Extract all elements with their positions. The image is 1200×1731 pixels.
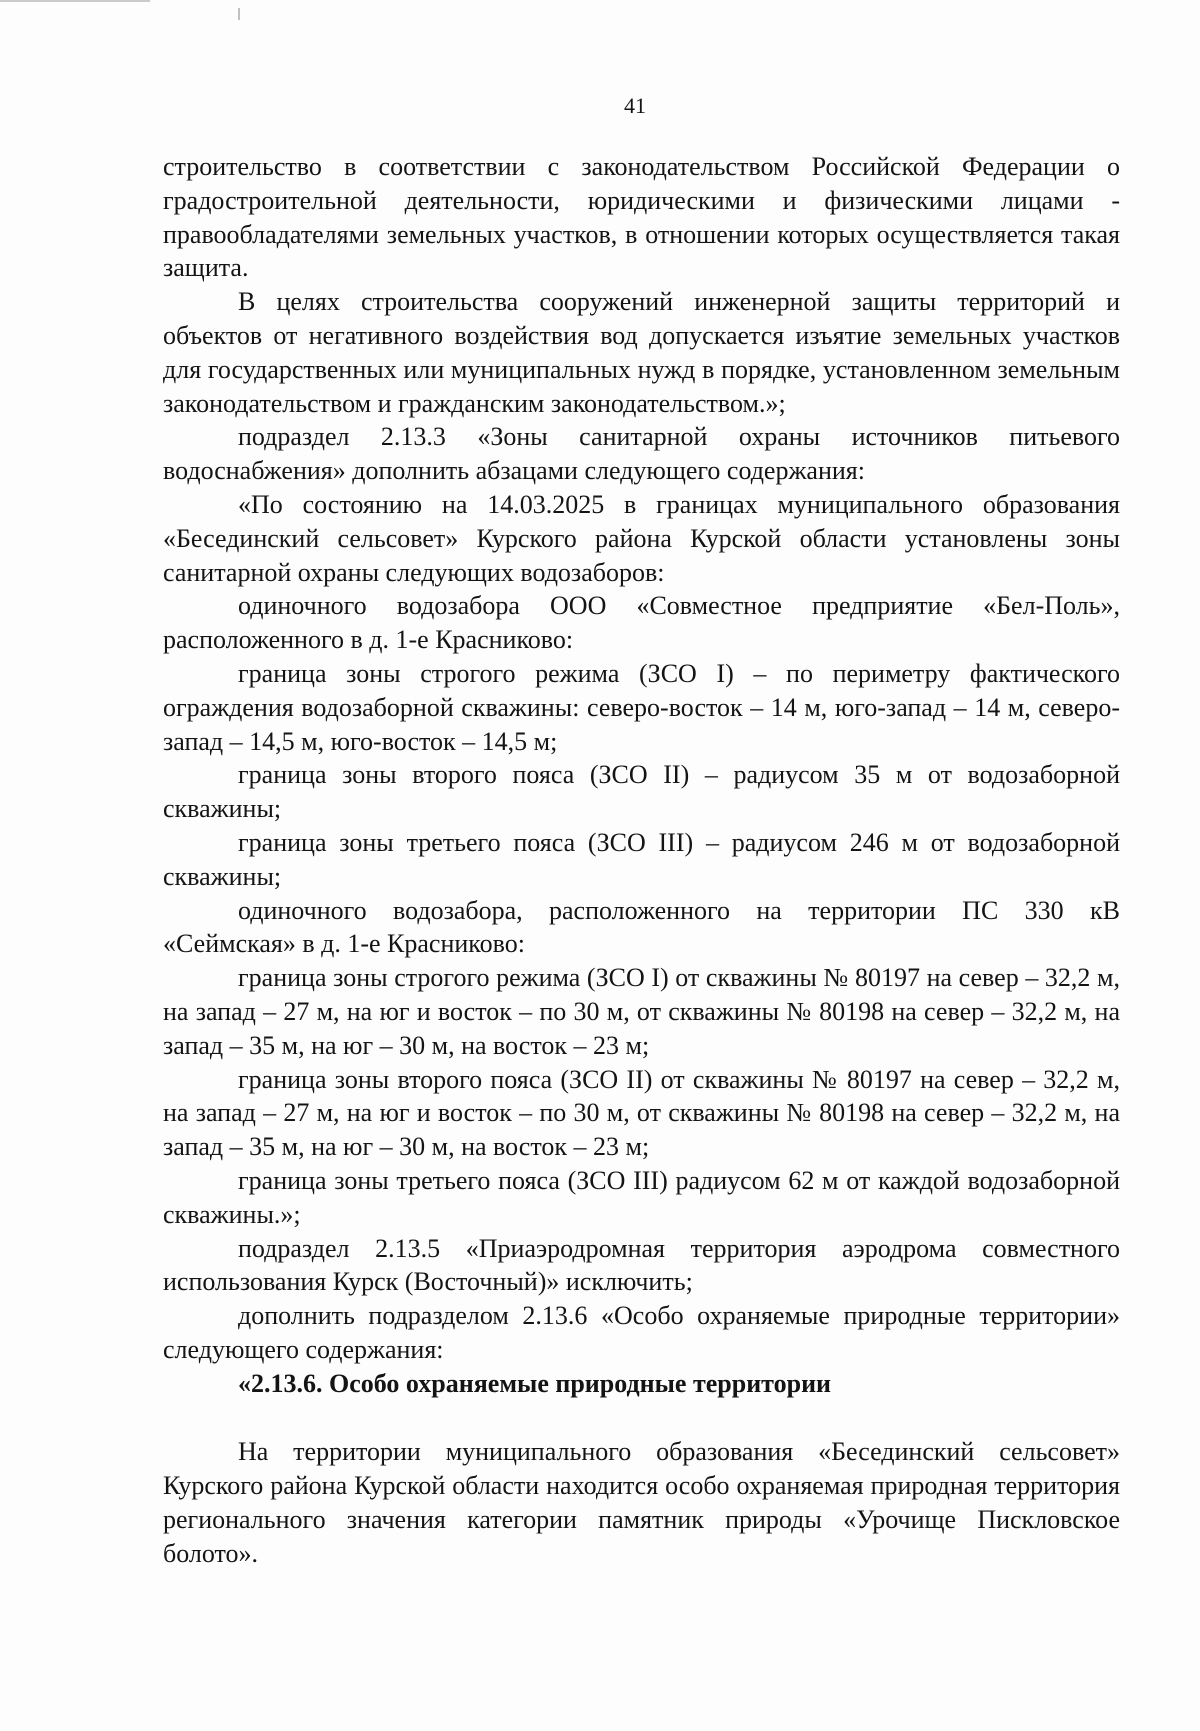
paragraph-8: граница зоны третьего пояса (ЗСО III) – радиусом 246 м от водозаборной скважины; bbox=[163, 827, 1120, 891]
paragraph-12: граница зоны третьего пояса (ЗСО III) радиусом 62 м от каждой водозаборной скважины.»; bbox=[163, 1165, 1120, 1229]
paragraph-1: строительство в соответствии с законодательством Российской Федерации о градостроительной деятельности, юридическими и физическими лицами - правообладателями земельных участков, в отношении которых осуществляется такая защита. bbox=[163, 152, 1120, 283]
paragraph-9: одиночного водозабора, расположенного на территории ПС 330 кВ «Сеймская» в д. 1-е Красниково: bbox=[163, 895, 1120, 959]
scan-dust-mark bbox=[238, 8, 240, 20]
paragraph-10: граница зоны строгого режима (ЗСО I) от скважины № 80197 на север – 32,2 м, на запад – 27 м, на юг и восток – по 30 м, от скважины № 80198 на север – 32,2 м, на запад – 35 м, на юг – 30 м, на восток – 23 м; bbox=[163, 963, 1120, 1060]
scan-edge-mark bbox=[0, 0, 150, 2]
final-paragraph: На территории муниципального образования «Бесединский сельсовет» Курского района Курской области находится особо охраняемая природная территория регионального значения категории памятник природы «Урочище Пискловское болото». bbox=[163, 1437, 1120, 1568]
paragraph-5: одиночного водозабора ООО «Совместное предприятие «Бел-Поль», расположенного в д. 1-е Красниково: bbox=[163, 591, 1120, 655]
section-heading: «2.13.6. Особо охраняемые природные территории bbox=[238, 1368, 832, 1398]
paragraph-2: В целях строительства сооружений инженерной защиты территорий и объектов от негативного воздействия вод допускается изъятие земельных участков для государственных или муниципальных нужд в порядке, установленном земельным законодательством и гражданским законодательством.»; bbox=[163, 287, 1120, 418]
page-number: 41 bbox=[624, 93, 646, 118]
document-body bbox=[163, 150, 1120, 1571]
paragraph-6: граница зоны строгого режима (ЗСО I) – по периметру фактического ограждения водозаборной скважины: северо-восток – 14 м, юго-запад – 14 м, северо-запад – 14,5 м, юго-восток – 14,5 м; bbox=[163, 658, 1120, 756]
paragraph-7: граница зоны второго пояса (ЗСО II) – радиусом 35 м от водозаборной скважины; bbox=[163, 760, 1120, 824]
paragraph-11: граница зоны второго пояса (ЗСО II) от скважины № 80197 на север – 32,2 м, на запад – 27 м, на юг и восток – по 30 м, от скважины № 80198 на север – 32,2 м, на запад – 35 м, на юг – 30 м, на восток – 23 м; bbox=[163, 1064, 1120, 1162]
paragraph-14: дополнить подразделом 2.13.6 «Особо охраняемые природные территории» следующего содержания: bbox=[163, 1301, 1120, 1364]
paragraph-4: «По состоянию на 14.03.2025 в границах муниципального образования «Бесединский сельсовет» Курского района Курской области установлены зоны санитарной охраны следующих водозаборов: bbox=[163, 489, 1120, 587]
paragraph-13: подраздел 2.13.5 «Приаэродромная территория аэродрома совместного использования Курск (Восточный)» исключить; bbox=[163, 1233, 1120, 1297]
paragraph-3: подраздел 2.13.3 «Зоны санитарной охраны источников питьевого водоснабжения» дополнить абзацами следующего содержания: bbox=[163, 422, 1120, 486]
